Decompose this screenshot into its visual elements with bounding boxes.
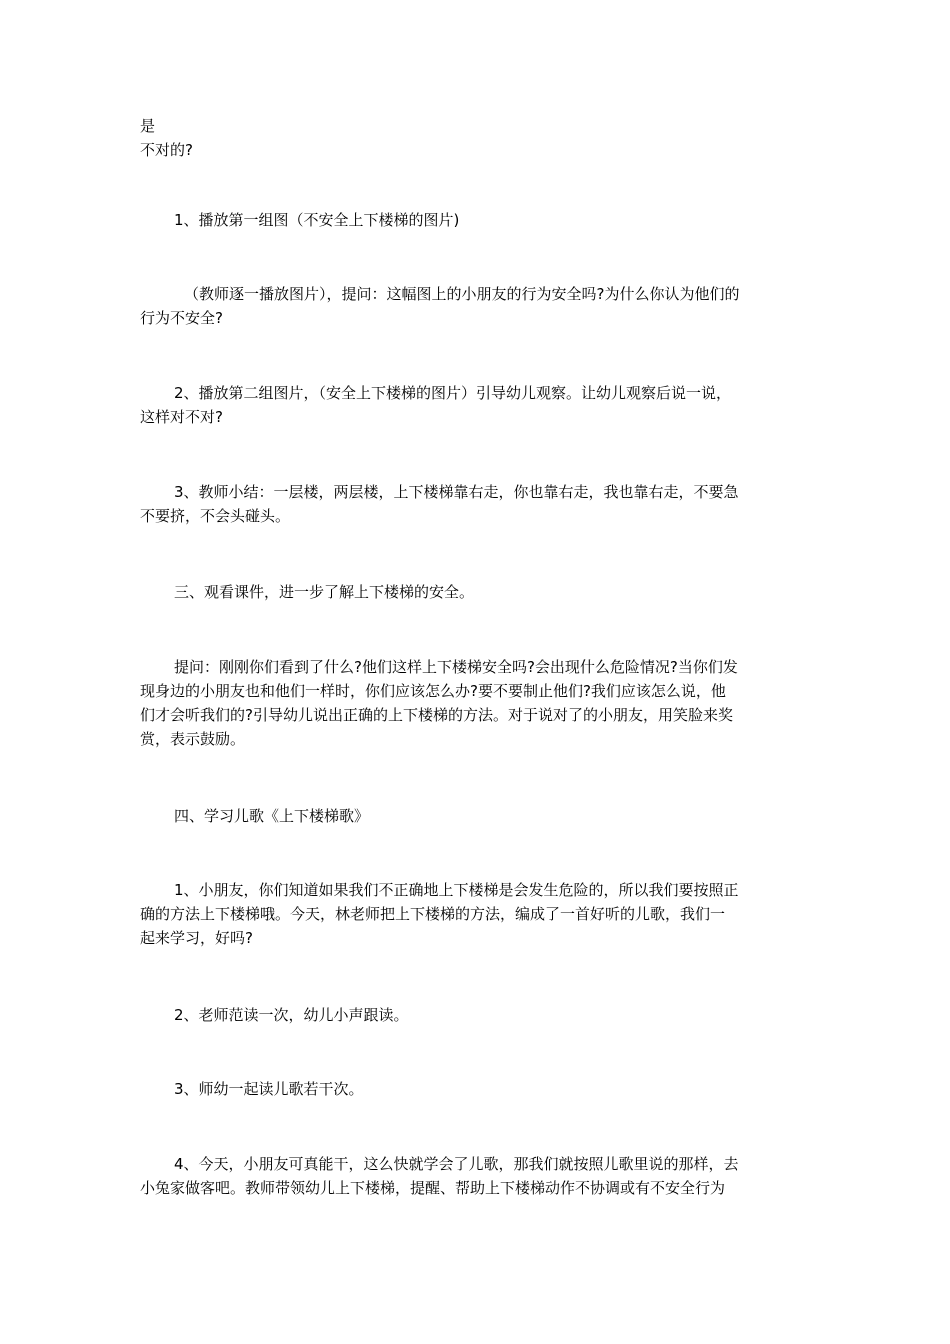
paragraph-2 <box>140 282 820 330</box>
text-line: 是 <box>140 117 156 135</box>
paragraph-1 <box>140 208 820 232</box>
text-line: 起来学习，好吗? <box>140 929 253 947</box>
section-4-heading <box>140 804 820 828</box>
text-line: 3、师幼一起读儿歌若干次。 <box>174 1080 364 1098</box>
text-line: （教师逐一播放图片），提问：这幅图上的小朋友的行为安全吗?为什么你认为他们的 <box>184 285 740 303</box>
text-line: 赏，表示鼓励。 <box>140 730 246 748</box>
text-line: 不对的? <box>140 141 193 159</box>
text-line: 2、老师范读一次，幼儿小声跟读。 <box>174 1006 409 1024</box>
text-line: 这样对不对? <box>140 408 223 426</box>
text-line: 四、学习儿歌《上下楼梯歌》 <box>174 807 370 825</box>
text-line: 现身边的小朋友也和他们一样时，你们应该怎么办?要不要制止他们?我们应该怎么说，他 <box>140 682 726 700</box>
text-line: 2、播放第二组图片，（安全上下楼梯的图片）引导幼儿观察。让幼儿观察后说一说， <box>174 384 732 402</box>
paragraph-11 <box>140 1152 820 1200</box>
text-line: 三、观看课件，进一步了解上下楼梯的安全。 <box>174 583 475 601</box>
paragraph-4 <box>140 480 820 528</box>
text-line: 1、小朋友，你们知道如果我们不正确地上下楼梯是会发生危险的，所以我们要按照正 <box>174 881 739 899</box>
text-line: 4、今天，小朋友可真能干，这么快就学会了儿歌，那我们就按照儿歌里说的那样，去 <box>174 1155 739 1173</box>
text-line: 行为不安全? <box>140 309 223 327</box>
paragraph-9 <box>140 1003 820 1027</box>
paragraph-3 <box>140 381 820 429</box>
text-line: 1、播放第一组图（不安全上下楼梯的图片) <box>174 211 460 229</box>
text-line: 提问：刚刚你们看到了什么?他们这样上下楼梯安全吗?会出现什么危险情况?当你们发 <box>174 658 738 676</box>
paragraph-8 <box>140 878 820 950</box>
paragraph-10 <box>140 1077 820 1101</box>
paragraph-6 <box>140 655 820 751</box>
top-fragment <box>140 114 820 162</box>
text-line: 小兔家做客吧。教师带领幼儿上下楼梯，提醒、帮助上下楼梯动作不协调或有不安全行为 <box>140 1179 726 1197</box>
text-line: 们才会听我们的?引导幼儿说出正确的上下楼梯的方法。对于说对了的小朋友，用笑脸来奖 <box>140 706 733 724</box>
text-line: 3、教师小结：一层楼，两层楼，上下楼梯靠右走，你也靠右走，我也靠右走，不要急 <box>174 483 739 501</box>
section-3-heading <box>140 580 820 604</box>
text-line: 确的方法上下楼梯哦。今天，林老师把上下楼梯的方法，编成了一首好听的儿歌，我们一 <box>140 905 726 923</box>
text-line: 不要挤，不会头碰头。 <box>140 507 291 525</box>
